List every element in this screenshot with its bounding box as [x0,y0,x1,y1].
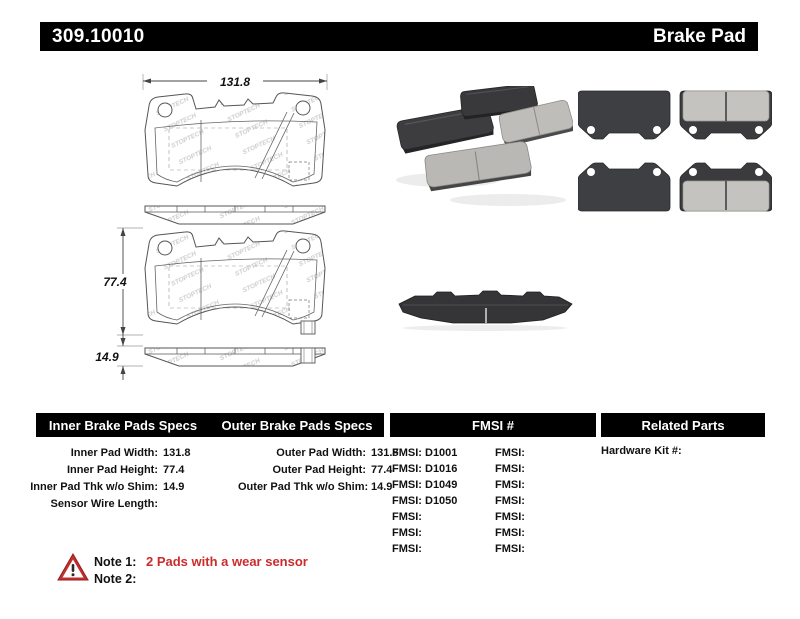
list-item: FMSI: [495,463,525,475]
spec-label: Inner Pad Thk w/o Shim: [30,480,158,493]
table-row [30,461,191,478]
list-item: FMSI: D1050 [392,495,458,507]
notes-section [94,554,308,590]
pad-grid-light-2 [680,163,772,211]
note-2 [94,572,308,590]
pad-grid-dark-1 [578,91,670,139]
warning-icon [56,552,90,588]
table-row [30,444,191,461]
spec-value: 131.8 [163,446,191,459]
technical-drawing [55,60,395,390]
related-parts-title: Related Parts [641,417,725,433]
spec-label: Outer Pad Thk w/o Shim: [238,480,369,493]
inner-specs-title: Inner Brake Pads Specs [48,417,198,433]
list-item: FMSI: [392,511,422,523]
header-bar [40,22,758,51]
table-row [238,478,399,495]
spec-value: 131.8 [371,446,399,459]
list-item: FMSI: D1049 [392,479,458,491]
list-item: FMSI: [495,511,525,523]
note-1-label: Note 1: [94,555,137,569]
product-photo-edge [393,286,578,332]
related-parts-header-box [601,413,765,437]
photo-shadow [450,194,566,206]
table-row [30,495,191,512]
page-title: Brake Pad [653,25,746,47]
spec-label: Inner Pad Height: [66,463,158,476]
dim-width-label: 131.8 [219,75,251,89]
dimension-width [143,73,327,90]
inner-specs-table [30,444,191,512]
spec-value: 77.4 [163,463,185,476]
spec-value: 14.9 [163,480,185,493]
outer-specs-table [238,444,399,495]
pad-edge-view-2 [145,348,325,366]
dimension-thickness [95,332,143,380]
pad-grid-dark-2 [578,163,670,211]
fmsi-title: FMSI # [472,417,514,433]
photo-shadow [403,325,567,331]
table-row [238,444,399,461]
related-parts-table [601,445,682,457]
list-item: FMSI: [495,527,525,539]
list-item: FMSI: [495,543,525,555]
product-photo-grid [578,90,772,212]
wear-sensor-tab [301,321,315,363]
specs-header-box [36,413,384,437]
table-row [601,445,682,457]
outer-specs-title: Outer Brake Pads Specs [221,417,373,433]
list-item: FMSI: [495,447,525,459]
product-photo-perspective [388,86,573,211]
pad-grid-light-1 [680,91,772,139]
list-item: FMSI: [495,495,525,507]
part-number: 309.10010 [52,25,145,47]
fmsi-column-2 [495,445,525,557]
dimension-height [95,228,143,335]
pad-front-view-1 [145,93,325,186]
fmsi-column-1 [392,445,457,557]
list-item: FMSI: [392,527,422,539]
spec-value: 77.4 [371,463,393,476]
list-item: FMSI: D1016 [392,463,458,475]
note-1 [94,554,308,572]
pad-edge-photo [399,291,572,323]
list-item: FMSI: [392,543,422,555]
spec-label: Sensor Wire Length: [50,497,158,510]
spec-label: Outer Pad Height: [272,463,366,476]
dim-height-label: 77.4 [103,275,127,289]
pad-edge-view-1 [145,206,325,224]
spec-value: 14.9 [371,480,393,493]
table-row [238,461,399,478]
list-item: FMSI: [495,479,525,491]
note-1-text: 2 Pads with a wear sensor [146,554,308,569]
note-2-label: Note 2: [94,572,137,586]
spec-label: Inner Pad Width: [70,446,158,459]
dim-thickness-label: 14.9 [95,350,119,364]
spec-label: Outer Pad Width: [276,446,366,459]
spec-label: Hardware Kit #: [601,445,682,457]
list-item: FMSI: D1001 [392,447,458,459]
pad-front-view-2 [145,231,325,324]
fmsi-header-box [390,413,596,437]
table-row [30,478,191,495]
